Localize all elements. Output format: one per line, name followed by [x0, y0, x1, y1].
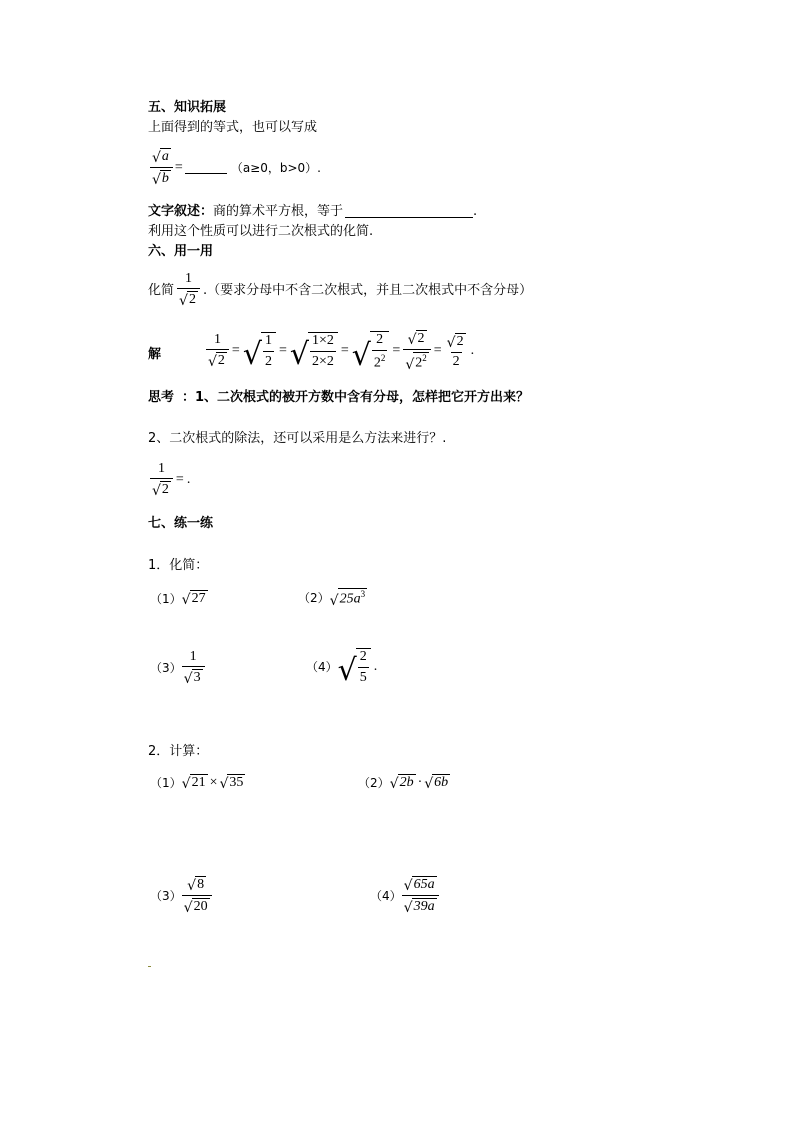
exercise-1-title: 1．化简： [148, 558, 209, 573]
exercise-1-4: （4） √ $\frac{2}{5}$ . [306, 649, 378, 689]
solution-label: 解 [148, 347, 162, 362]
solution-formula: 1 √ 2 = √ $\frac{1}{2}$ = √ $\frac{1\times 2}{2\times 2}$ = √ $\frac{2}{2^2}$ = √ 2 √ $2^2$ = √ 2 2 . [208, 331, 475, 374]
exercise-1-2: （2） √ $25a^3$ [298, 589, 366, 609]
text-line: 利用这个性质可以进行二次根式的化简. [148, 224, 374, 239]
answer-blank[interactable] [185, 161, 227, 174]
exercise-1-1: （1） √ 27 [150, 591, 206, 609]
stray-mark [148, 966, 151, 967]
exercise-2-1: （1） √ 21 × √ 35 [150, 774, 244, 793]
answer-blank[interactable] [345, 205, 473, 218]
exercise-2-3: （3） √ 8 √ 20 [150, 876, 212, 915]
section-heading-7: 七、练一练 [148, 516, 214, 531]
section-heading-5: 五、知识拓展 [148, 100, 227, 115]
think-line-2: 2、二次根式的除法，还可以采用是么方法来进行？. [148, 431, 447, 446]
exercise-2-4: （4） √ 65a √ 39a [370, 876, 439, 915]
think-line-1: 思考 ：1、二次根式的被开方数中含有分母，怎样把它开方出来？ [148, 390, 530, 405]
description-line: 文字叙述：商的算术平方根，等于 . [148, 204, 478, 219]
section-heading-6: 六、用一用 [148, 244, 214, 259]
exercise-2-title: 2．计算： [148, 744, 209, 759]
text-line: 上面得到的等式，也可以写成 [148, 120, 318, 135]
exercise-1-3: （3） 1 √ 3 [150, 650, 205, 686]
exercise-2-2: （2） √ 2b · √ 6b [358, 774, 449, 793]
think-formula: 1 √ 2 = . [152, 461, 191, 500]
formula-quotient-rule: √ a √ b = （a≥0，b>0）. [152, 149, 321, 189]
task-line: 化简 1 √ 2 .（要求分母中不含二次根式，并且二次根式中不含分母） [148, 271, 533, 310]
